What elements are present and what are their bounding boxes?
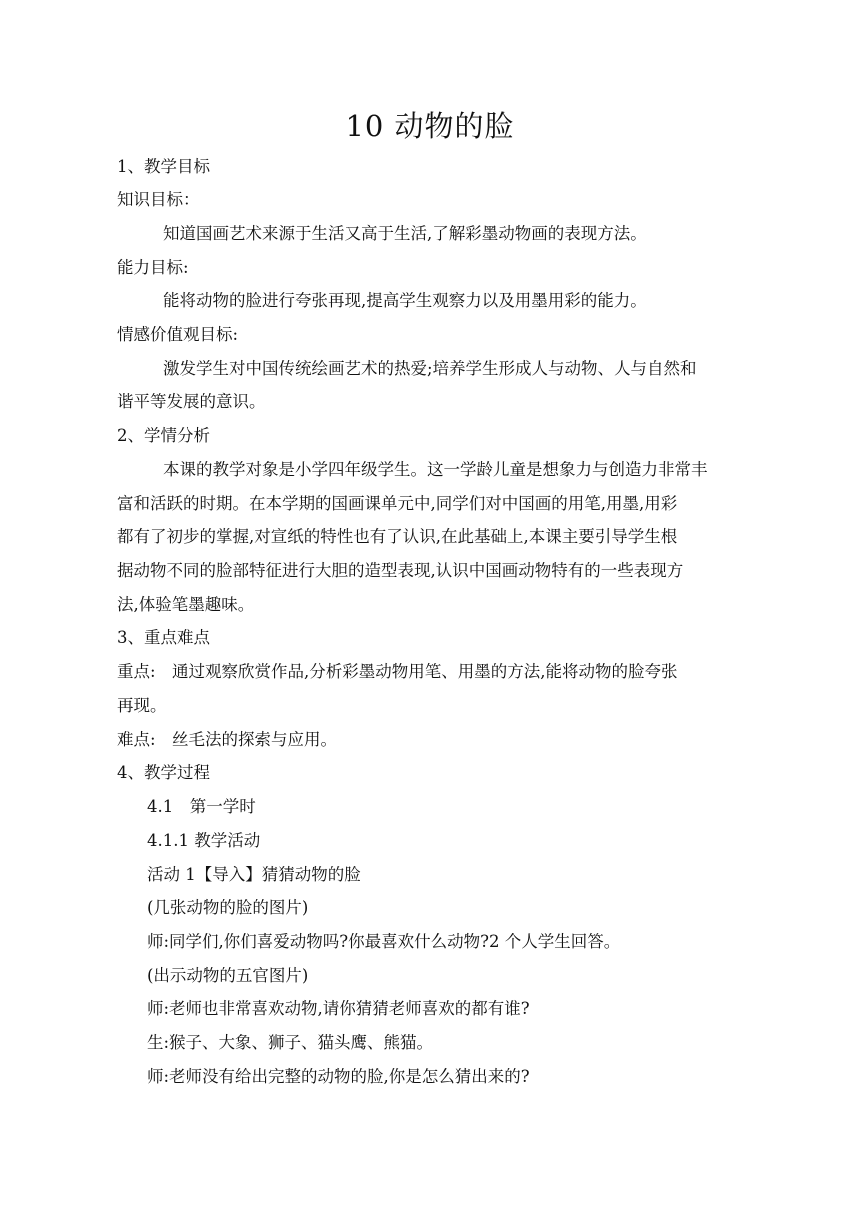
ability-goal-label: 能力目标: <box>117 258 189 277</box>
section-heading-process: 4、教学过程 <box>117 763 210 782</box>
emotion-goal-label: 情感价值观目标: <box>117 325 239 344</box>
process-line: 生:猴子、大象、狮子、猫头鹰、熊猫。 <box>147 1033 434 1052</box>
section-heading-key-points: 3、重点难点 <box>117 628 210 647</box>
section-heading-objectives: 1、教学目标 <box>117 157 210 176</box>
process-line: 4.1.1 教学活动 <box>147 831 261 850</box>
emotion-goal-text: 谐平等发展的意识。 <box>117 392 266 411</box>
knowledge-goal-label: 知识目标： <box>117 190 200 209</box>
process-line: 4.1 第一学时 <box>147 797 256 816</box>
analysis-paragraph-line: 富和活跃的时期。在本学期的国画课单元中,同学们对中国画的用笔,用墨,用彩 <box>117 494 678 513</box>
process-line: (几张动物的脸的图片) <box>147 898 309 917</box>
process-line: 师:同学们,你们喜爱动物吗?你最喜欢什么动物?2 个人学生回答。 <box>147 932 621 951</box>
key-point-line: 再现。 <box>117 696 167 715</box>
document-title: 10 动物的脸 <box>345 109 515 143</box>
knowledge-goal-text: 知道国画艺术来源于生活又高于生活,了解彩墨动物画的表现方法。 <box>163 224 647 243</box>
process-line: 活动 1【导入】猜猜动物的脸 <box>147 865 361 884</box>
analysis-paragraph-line: 都有了初步的掌握,对宣纸的特性也有了认识,在此基础上,本课主要引导学生根 <box>117 527 678 546</box>
analysis-paragraph-line: 据动物不同的脸部特征进行大胆的造型表现,认识中国画动物特有的一些表现方 <box>117 561 684 580</box>
key-point-line: 重点: 通过观察欣赏作品,分析彩墨动物用笔、用墨的方法,能将动物的脸夸张 <box>117 662 678 681</box>
ability-goal-text: 能将动物的脸进行夸张再现,提高学生观察力以及用墨用彩的能力。 <box>163 291 647 310</box>
difficult-point-line: 难点: 丝毛法的探索与应用。 <box>117 730 338 749</box>
process-line: 师:老师没有给出完整的动物的脸,你是怎么猜出来的? <box>147 1067 530 1086</box>
emotion-goal-text: 激发学生对中国传统绘画艺术的热爱;培养学生形成人与动物、人与自然和 <box>163 359 697 378</box>
section-heading-analysis: 2、学情分析 <box>117 426 210 445</box>
analysis-paragraph-line: 本课的教学对象是小学四年级学生。这一学龄儿童是想象力与创造力非常丰 <box>163 460 708 479</box>
process-line: (出示动物的五官图片) <box>147 966 309 985</box>
analysis-paragraph-line: 法,体验笔墨趣味。 <box>117 595 255 614</box>
process-line: 师:老师也非常喜欢动物,请你猜猜老师喜欢的都有谁? <box>147 999 530 1018</box>
